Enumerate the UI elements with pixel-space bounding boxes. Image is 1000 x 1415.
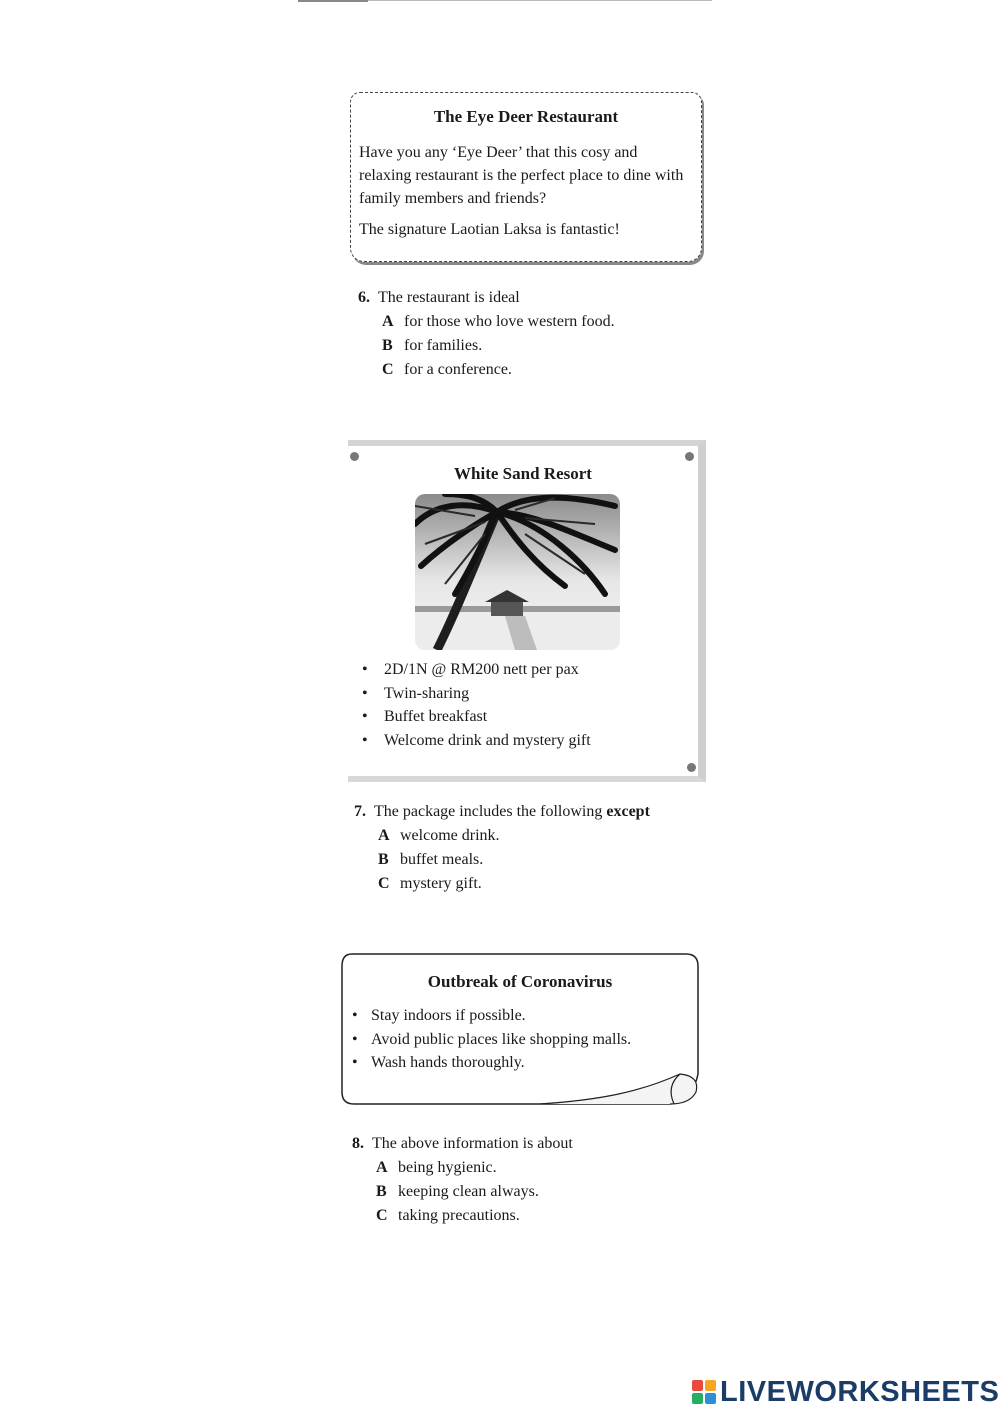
- option-a[interactable]: A being hygienic.: [376, 1159, 497, 1176]
- coronavirus-title: Outbreak of Coronavirus: [427, 972, 613, 991]
- option-c[interactable]: C for a conference.: [382, 361, 512, 378]
- restaurant-signature-dish: The signature Laotian Laksa is fantastic!: [359, 221, 620, 238]
- restaurant-description: Have you any ‘Eye Deer’ that this cosy and relaxing restaurant is the perfect place to dine with family members and friends?: [359, 144, 684, 207]
- question-number: 6.: [358, 289, 370, 306]
- list-item: • Buffet breakfast: [362, 705, 591, 729]
- liveworksheets-logo-icon: [692, 1380, 716, 1404]
- restaurant-notice-card: [350, 92, 702, 262]
- option-b[interactable]: B keeping clean always.: [376, 1183, 539, 1200]
- option-a[interactable]: A welcome drink.: [378, 827, 500, 844]
- list-item: • Wash hands thoroughly.: [352, 1051, 631, 1075]
- question-7: [354, 800, 650, 896]
- question-stem-emphasis: except: [606, 803, 650, 820]
- list-item: • Stay indoors if possible.: [352, 1004, 631, 1028]
- list-item: • 2D/1N @ RM200 nett per pax: [362, 658, 591, 682]
- question-number: 7.: [354, 803, 366, 820]
- liveworksheets-logo-text: LIVEWORKSHEETS: [720, 1375, 1000, 1408]
- liveworksheets-logo[interactable]: [692, 1376, 999, 1408]
- option-c[interactable]: C taking precautions.: [376, 1207, 520, 1224]
- resort-title: White Sand Resort: [454, 464, 592, 483]
- restaurant-title: The Eye Deer Restaurant: [433, 107, 619, 126]
- coronavirus-advice-list: [352, 1004, 631, 1075]
- pin-icon: [685, 452, 694, 461]
- pin-icon: [687, 763, 696, 772]
- question-6: [358, 286, 615, 382]
- list-item: • Welcome drink and mystery gift: [362, 729, 591, 753]
- question-8: [352, 1132, 573, 1228]
- resort-package-list: [362, 658, 591, 752]
- top-edge-rule: [298, 0, 712, 4]
- resort-advert-card: [348, 440, 706, 782]
- question-stem: The restaurant is ideal: [378, 289, 520, 306]
- option-c[interactable]: C mystery gift.: [378, 875, 482, 892]
- list-item: • Avoid public places like shopping malls.: [352, 1028, 631, 1052]
- palm-tree-beach-photo: [415, 494, 620, 650]
- option-a[interactable]: A for those who love western food.: [382, 313, 615, 330]
- question-stem: The above information is about: [372, 1135, 573, 1152]
- coronavirus-notice-card: [340, 952, 700, 1107]
- option-b[interactable]: B buffet meals.: [378, 851, 484, 868]
- pin-icon: [350, 452, 359, 461]
- list-item: • Twin-sharing: [362, 682, 591, 706]
- option-b[interactable]: B for families.: [382, 337, 483, 354]
- question-stem: The package includes the following: [374, 803, 603, 820]
- question-number: 8.: [352, 1135, 364, 1152]
